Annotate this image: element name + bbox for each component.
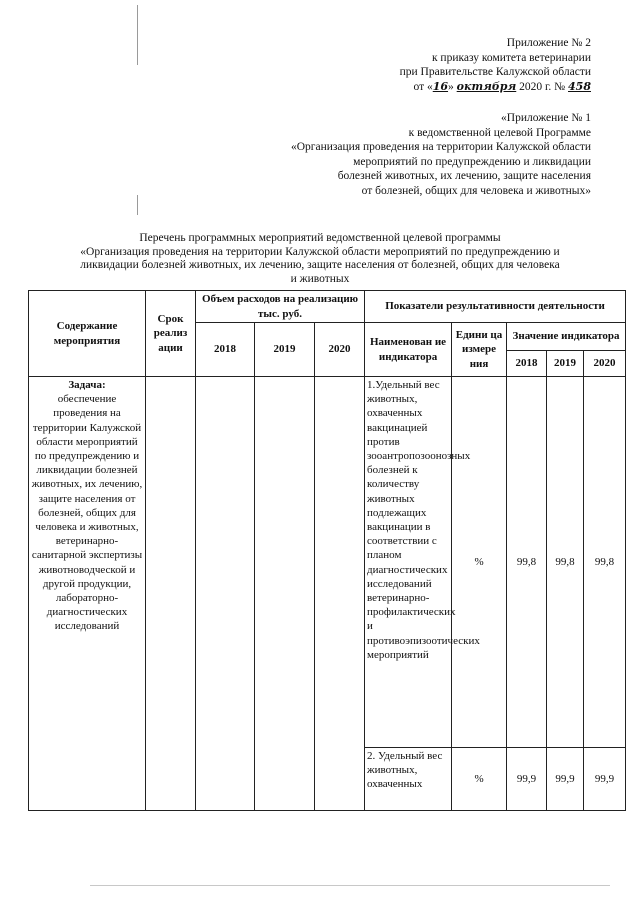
appendix-2-order-line: к приказу комитета ветеринарии <box>431 51 591 64</box>
task-label: Задача: <box>68 379 106 391</box>
value-2020-cell: 99,8 <box>584 377 626 748</box>
appendix-1-header <box>291 111 591 198</box>
scan-margin-line <box>137 5 138 65</box>
header-content: Содержание мероприятия <box>29 291 146 377</box>
header-year-2018: 2018 <box>196 323 255 377</box>
appendix-1-program-line: к ведомственной целевой Программе <box>408 126 591 139</box>
handwritten-number: 458 <box>568 79 591 93</box>
scan-bottom-line <box>90 885 610 886</box>
term-cell <box>146 377 196 811</box>
appendix-1-measures-line: мероприятий по предупреждению и ликвидации <box>353 155 591 168</box>
volume-2019-cell <box>255 377 315 811</box>
program-measures-table <box>28 290 626 811</box>
document-title: Перечень программных мероприятий ведомственной целевой программы «Организация проведения на территории Калужской области мероприятий по предупреждению и ликвидации болезней животных, их лечению, защите населения от болезней, общих для человека и животных <box>80 232 560 285</box>
indicator-name-cell: 1.Удельный вес животных, охваченных вакцинацией против зооантропозоонозных болезней к количеству животных подлежащих вакцинации в соответствии с планом диагностических исследований ветеринарно-профилактических и противоэпизоотических мероприятий <box>365 377 452 748</box>
value-2018-cell: 99,8 <box>507 377 547 748</box>
header-indicators: Показатели результативности деятельности <box>365 291 626 323</box>
appendix-2-government-line: при Правительстве Калужской области <box>399 66 591 78</box>
task-cell <box>29 377 146 811</box>
unit-cell: % <box>452 748 507 811</box>
header-unit: Едини ца измере ния <box>452 323 507 377</box>
header-value-2020: 2020 <box>584 351 626 377</box>
appendix-1-diseases-line: болезней животных, их лечению, защите населения <box>337 170 591 182</box>
appendix-1-title: «Приложение № 1 <box>501 112 591 124</box>
header-value-2018: 2018 <box>507 351 547 377</box>
unit-cell: % <box>452 377 507 748</box>
appendix-2-title: Приложение № 2 <box>506 37 591 49</box>
value-2019-cell: 99,8 <box>547 377 584 748</box>
scan-margin-line <box>137 195 138 215</box>
volume-2020-cell <box>315 377 365 811</box>
table-row <box>29 377 626 748</box>
appendix-1-org-line: «Организация проведения на территории Калужской области <box>290 141 591 153</box>
volume-2018-cell <box>196 377 255 811</box>
appendix-2-header <box>400 36 591 94</box>
task-text: обеспечение проведения на территории Калужской области мероприятий по предупреждению и ликвидации болезней животных, их лечению, защите населения от болезней, общих для человека и животных, ветеринарно-санитарной экспертизы животноводческой и другой продукции, лабораторно-диагностических исследований <box>31 393 143 633</box>
header-term: Срок реализ ации <box>146 291 196 377</box>
header-indicator-value: Значение индикатора <box>507 323 626 351</box>
value-2020-cell: 99,9 <box>584 748 626 811</box>
header-value-2019: 2019 <box>547 351 584 377</box>
handwritten-day: 16 <box>432 79 449 93</box>
handwritten-month: октября <box>456 79 517 93</box>
appendix-1-protection-line: от болезней, общих для человека и животных» <box>361 184 591 197</box>
value-2019-cell: 99,9 <box>547 748 584 811</box>
header-year-2019: 2019 <box>255 323 315 377</box>
header-indicator-name: Наименован ие индикатора <box>365 323 452 377</box>
header-volume: Объем расходов на реализацию тыс. руб. <box>196 291 365 323</box>
indicator-name-cell: 2. Удельный вес животных, охваченных <box>365 748 452 811</box>
value-2018-cell: 99,9 <box>507 748 547 811</box>
header-year-2020: 2020 <box>315 323 365 377</box>
appendix-2-date-line: от «16» октября 2020 г. № 458 <box>413 79 591 93</box>
